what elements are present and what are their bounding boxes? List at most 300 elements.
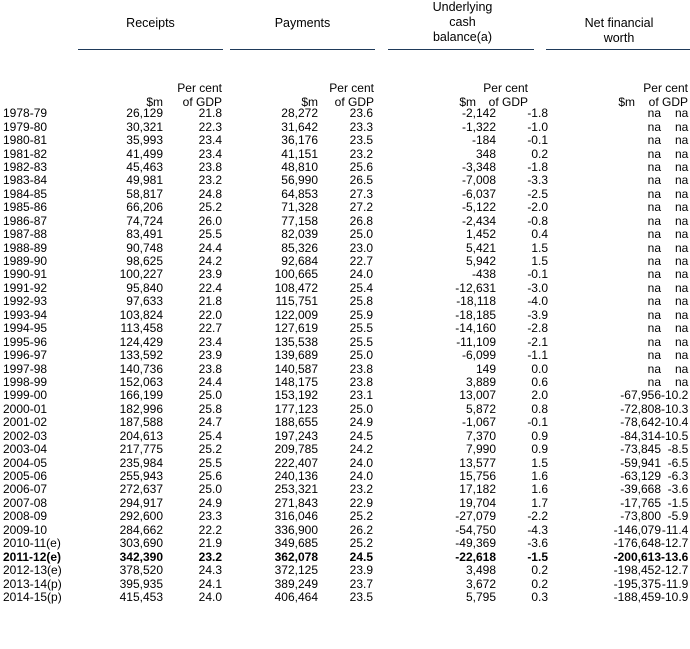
- cell-payments-pct-gdp: 24.0: [349, 455, 373, 470]
- cell-net-worth-m: na: [647, 374, 661, 389]
- subheader-payments-m: $m: [301, 95, 318, 109]
- cell-net-worth-m: na: [647, 348, 661, 363]
- cell-balance-m: -1,067: [461, 415, 496, 430]
- cell-payments-m: 41,151: [281, 146, 318, 161]
- cell-payments-pct-gdp: 23.3: [349, 119, 373, 134]
- cell-balance-pct-gdp: -3.6: [527, 536, 548, 551]
- cell-year: 1988-89: [3, 240, 48, 255]
- cell-receipts-m: 41,499: [126, 146, 163, 161]
- cell-net-worth-m: -176,648: [613, 536, 661, 551]
- cell-payments-m: 108,472: [274, 280, 318, 295]
- cell-receipts-m: 133,592: [119, 348, 163, 363]
- cell-receipts-m: 49,981: [126, 173, 163, 188]
- cell-payments-pct-gdp: 26.2: [349, 522, 373, 537]
- cell-net-worth-pct-gdp: -13.6: [661, 549, 689, 564]
- cell-receipts-m: 140,736: [119, 361, 163, 376]
- cell-net-worth-m: -78,642: [620, 415, 661, 430]
- cell-balance-m: 17,182: [459, 482, 496, 497]
- cell-payments-m: 82,039: [281, 227, 318, 242]
- table-row: [0, 161, 688, 174]
- cell-balance-m: -22,618: [455, 549, 496, 564]
- cell-balance-pct-gdp: -0.1: [527, 133, 548, 148]
- cell-receipts-pct-gdp: 22.3: [198, 119, 222, 134]
- table-row: [0, 268, 688, 281]
- cell-balance-m: 5,942: [465, 254, 496, 269]
- cell-balance-m: -2,434: [461, 213, 496, 228]
- cell-net-worth-pct-gdp: -6.3: [667, 469, 689, 484]
- cell-balance-pct-gdp: -3.9: [527, 307, 548, 322]
- cell-net-worth-pct-gdp: -10.4: [661, 415, 689, 430]
- cell-receipts-m: 255,943: [119, 469, 163, 484]
- table-row: [0, 228, 688, 241]
- cell-receipts-m: 182,996: [119, 401, 163, 416]
- cell-receipts-m: 45,463: [126, 159, 163, 174]
- cell-payments-pct-gdp: 24.0: [349, 267, 373, 282]
- cell-balance-pct-gdp: -0.1: [527, 267, 548, 282]
- cell-payments-pct-gdp: 26.5: [349, 173, 373, 188]
- cell-receipts-pct-gdp: 26.0: [198, 213, 222, 228]
- cell-balance-pct-gdp: 0.9: [531, 442, 548, 457]
- budget-aggregates-table: [0, 107, 688, 604]
- cell-balance-m: 348: [475, 146, 496, 161]
- cell-net-worth-pct-gdp: -10.3: [661, 401, 689, 416]
- subheader-receipts-pct: Per cent of GDP: [177, 81, 222, 109]
- table-row: [0, 295, 688, 308]
- cell-receipts-pct-gdp: 21.8: [198, 106, 222, 121]
- cell-payments-pct-gdp: 27.2: [349, 200, 373, 215]
- cell-year: 1989-90: [3, 254, 48, 269]
- table-row: [0, 537, 688, 550]
- cell-payments-m: 28,272: [281, 106, 318, 121]
- cell-receipts-m: 342,390: [119, 549, 163, 564]
- cell-year: 2001-02: [3, 415, 48, 430]
- cell-payments-pct-gdp: 24.9: [349, 415, 373, 430]
- cell-receipts-m: 66,206: [126, 200, 163, 215]
- cell-receipts-pct-gdp: 24.4: [198, 240, 222, 255]
- cell-receipts-m: 415,453: [119, 589, 163, 604]
- cell-net-worth-m: na: [647, 213, 661, 228]
- cell-balance-pct-gdp: -1.5: [527, 549, 548, 564]
- cell-balance-pct-gdp: 0.9: [531, 428, 548, 443]
- cell-receipts-pct-gdp: 25.2: [198, 200, 222, 215]
- cell-balance-pct-gdp: 0.0: [531, 361, 548, 376]
- cell-year: 1980-81: [3, 133, 48, 148]
- cell-balance-m: 7,370: [465, 428, 496, 443]
- cell-receipts-m: 113,458: [120, 321, 163, 336]
- cell-balance-pct-gdp: 0.4: [531, 227, 548, 242]
- cell-net-worth-m: na: [647, 361, 661, 376]
- cell-year: 2004-05: [3, 455, 48, 470]
- cell-receipts-m: 103,824: [119, 307, 163, 322]
- cell-net-worth-m: na: [647, 200, 661, 215]
- cell-net-worth-pct-gdp: -1.5: [667, 495, 689, 510]
- table-row: [0, 120, 688, 133]
- cell-balance-pct-gdp: 1.5: [531, 455, 548, 470]
- cell-payments-pct-gdp: 25.5: [349, 334, 373, 349]
- cell-year: 1992-93: [3, 294, 48, 309]
- cell-net-worth-pct-gdp: na: [675, 119, 689, 134]
- cell-balance-m: -6,037: [461, 186, 496, 201]
- cell-receipts-m: 35,993: [126, 133, 163, 148]
- cell-balance-m: -184: [471, 133, 496, 148]
- cell-net-worth-pct-gdp: -10.2: [661, 388, 689, 403]
- cell-payments-pct-gdp: 25.0: [349, 401, 373, 416]
- cell-balance-m: -1,322: [461, 119, 496, 134]
- cell-net-worth-m: -195,375: [613, 576, 661, 591]
- cell-year: 1996-97: [3, 348, 48, 363]
- cell-net-worth-pct-gdp: na: [675, 240, 689, 255]
- cell-balance-pct-gdp: 1.7: [531, 495, 548, 510]
- cell-net-worth-pct-gdp: -5.9: [667, 509, 689, 524]
- cell-payments-pct-gdp: 23.8: [349, 374, 373, 389]
- cell-balance-pct-gdp: -0.1: [527, 415, 548, 430]
- table-row: [0, 255, 688, 268]
- cell-year: 2003-04: [3, 442, 48, 457]
- cell-net-worth-pct-gdp: -10.9: [661, 589, 689, 604]
- cell-payments-m: 127,619: [274, 321, 318, 336]
- cell-net-worth-pct-gdp: na: [675, 307, 689, 322]
- cell-payments-m: 389,249: [274, 576, 318, 591]
- cell-receipts-m: 74,724: [126, 213, 163, 228]
- cell-payments-pct-gdp: 24.5: [349, 549, 373, 564]
- cell-balance-pct-gdp: -4.3: [527, 522, 548, 537]
- header-rule-payments: [230, 49, 375, 50]
- table-row: [0, 362, 688, 375]
- cell-payments-pct-gdp: 25.0: [349, 227, 373, 242]
- cell-year: 1993-94: [3, 307, 48, 322]
- cell-payments-pct-gdp: 23.5: [349, 133, 373, 148]
- cell-payments-m: 362,078: [274, 549, 318, 564]
- cell-net-worth-m: -84,314: [620, 428, 661, 443]
- cell-payments-pct-gdp: 23.2: [349, 482, 373, 497]
- cell-receipts-m: 30,321: [126, 119, 163, 134]
- cell-balance-m: -5,122: [461, 200, 496, 215]
- cell-balance-pct-gdp: -2.2: [527, 509, 548, 524]
- cell-payments-m: 316,046: [274, 509, 318, 524]
- cell-balance-pct-gdp: -2.0: [527, 200, 548, 215]
- cell-receipts-m: 217,775: [119, 442, 163, 457]
- cell-net-worth-pct-gdp: na: [675, 361, 689, 376]
- cell-net-worth-pct-gdp: na: [675, 173, 689, 188]
- cell-year: 1991-92: [3, 280, 48, 295]
- cell-balance-m: 3,672: [465, 576, 496, 591]
- cell-balance-pct-gdp: -0.8: [527, 213, 548, 228]
- cell-payments-pct-gdp: 25.2: [349, 536, 373, 551]
- cell-balance-m: 5,421: [465, 240, 496, 255]
- cell-receipts-m: 90,748: [126, 240, 163, 255]
- cell-net-worth-m: na: [647, 106, 661, 121]
- cell-net-worth-m: na: [647, 173, 661, 188]
- cell-balance-pct-gdp: 2.0: [531, 388, 548, 403]
- cell-receipts-pct-gdp: 23.3: [198, 509, 222, 524]
- cell-year: 1984-85: [3, 186, 48, 201]
- table-row: [0, 577, 688, 590]
- subheader-worth-m: $m: [618, 95, 635, 109]
- cell-year: 1987-88: [3, 227, 48, 242]
- cell-receipts-pct-gdp: 24.9: [198, 495, 222, 510]
- cell-payments-pct-gdp: 23.5: [349, 589, 373, 604]
- cell-balance-pct-gdp: 0.8: [531, 401, 548, 416]
- cell-receipts-m: 83,491: [126, 227, 163, 242]
- cell-payments-m: 253,321: [274, 482, 318, 497]
- cell-payments-pct-gdp: 23.1: [349, 388, 373, 403]
- cell-balance-m: 5,872: [465, 401, 496, 416]
- cell-receipts-m: 284,662: [119, 522, 163, 537]
- cell-receipts-pct-gdp: 25.5: [198, 227, 222, 242]
- cell-net-worth-pct-gdp: na: [675, 200, 689, 215]
- cell-payments-m: 56,990: [281, 173, 318, 188]
- cell-balance-pct-gdp: 0.3: [531, 589, 548, 604]
- cell-balance-m: -2,142: [461, 106, 496, 121]
- cell-receipts-m: 100,227: [119, 267, 163, 282]
- cell-year: 2002-03: [3, 428, 48, 443]
- cell-year: 2008-09: [3, 509, 48, 524]
- cell-receipts-pct-gdp: 22.2: [198, 522, 222, 537]
- cell-payments-pct-gdp: 23.7: [349, 576, 373, 591]
- table-row: [0, 510, 688, 523]
- cell-payments-pct-gdp: 22.9: [349, 495, 373, 510]
- cell-payments-pct-gdp: 25.0: [349, 348, 373, 363]
- cell-year: 2014-15(p): [3, 589, 62, 604]
- cell-payments-m: 153,192: [274, 388, 318, 403]
- subheader-worth-pct: Per cent of GDP: [643, 81, 688, 109]
- cell-balance-pct-gdp: -3.0: [527, 280, 548, 295]
- cell-receipts-m: 204,613: [119, 428, 163, 443]
- table-row: [0, 389, 688, 402]
- cell-net-worth-m: na: [647, 321, 661, 336]
- cell-net-worth-pct-gdp: na: [675, 267, 689, 282]
- header-underlying-cash-balance: Underlying cash balance(a): [432, 0, 493, 44]
- cell-receipts-pct-gdp: 23.4: [198, 146, 222, 161]
- cell-payments-pct-gdp: 25.8: [349, 294, 373, 309]
- cell-year: 2010-11(e): [3, 536, 61, 551]
- table-row: [0, 376, 688, 389]
- cell-net-worth-m: na: [647, 254, 661, 269]
- cell-year: 2013-14(p): [3, 576, 62, 591]
- cell-year: 1979-80: [3, 119, 48, 134]
- subheader-balance-pct: Per cent of GDP: [483, 81, 528, 109]
- cell-receipts-pct-gdp: 25.4: [198, 428, 222, 443]
- cell-net-worth-m: na: [647, 227, 661, 242]
- cell-balance-m: 7,990: [465, 442, 496, 457]
- header-rule-receipts: [78, 49, 223, 50]
- cell-receipts-pct-gdp: 23.8: [198, 361, 222, 376]
- table-row: [0, 322, 688, 335]
- cell-balance-pct-gdp: -2.8: [527, 321, 548, 336]
- cell-balance-m: 13,007: [459, 388, 496, 403]
- subheader-balance-m: $m: [459, 95, 476, 109]
- cell-year: 1981-82: [3, 146, 48, 161]
- table-row: [0, 564, 688, 577]
- cell-net-worth-pct-gdp: -12.7: [661, 563, 689, 578]
- subheader-receipts-m: $m: [146, 95, 163, 109]
- table-row: [0, 416, 688, 429]
- cell-year: 1983-84: [3, 173, 48, 188]
- cell-year: 2006-07: [3, 482, 48, 497]
- cell-payments-m: 115,751: [275, 294, 318, 309]
- cell-balance-pct-gdp: -1.0: [527, 119, 548, 134]
- cell-receipts-m: 303,690: [119, 536, 163, 551]
- cell-payments-pct-gdp: 23.2: [349, 146, 373, 161]
- cell-net-worth-m: -72,808: [620, 401, 661, 416]
- table-row: [0, 215, 688, 228]
- cell-receipts-pct-gdp: 25.2: [198, 442, 222, 457]
- cell-balance-pct-gdp: 0.2: [531, 563, 548, 578]
- cell-payments-m: 271,843: [274, 495, 318, 510]
- table-row: [0, 483, 688, 496]
- cell-balance-m: 1,452: [465, 227, 496, 242]
- cell-balance-m: -18,118: [456, 294, 496, 309]
- cell-receipts-pct-gdp: 24.2: [198, 254, 222, 269]
- cell-net-worth-m: -73,800: [620, 509, 661, 524]
- cell-year: 2011-12(e): [3, 549, 62, 564]
- cell-receipts-m: 187,588: [119, 415, 163, 430]
- cell-balance-pct-gdp: -2.5: [527, 186, 548, 201]
- cell-net-worth-m: -73,845: [620, 442, 661, 457]
- cell-balance-pct-gdp: 1.6: [531, 482, 548, 497]
- cell-net-worth-pct-gdp: na: [675, 334, 689, 349]
- table-row: [0, 591, 688, 604]
- cell-receipts-pct-gdp: 21.8: [198, 294, 222, 309]
- cell-net-worth-pct-gdp: -11.9: [661, 576, 689, 591]
- cell-payments-m: 406,464: [274, 589, 318, 604]
- cell-balance-m: 15,756: [459, 469, 496, 484]
- cell-net-worth-m: na: [647, 307, 661, 322]
- cell-receipts-pct-gdp: 24.3: [198, 563, 222, 578]
- cell-net-worth-pct-gdp: na: [675, 294, 689, 309]
- cell-year: 2005-06: [3, 469, 48, 484]
- cell-balance-m: -3,348: [461, 159, 496, 174]
- cell-balance-pct-gdp: -4.0: [527, 294, 548, 309]
- cell-balance-m: 3,889: [465, 374, 496, 389]
- cell-balance-m: -27,079: [455, 509, 496, 524]
- cell-net-worth-pct-gdp: na: [675, 374, 689, 389]
- cell-payments-m: 64,853: [281, 186, 318, 201]
- cell-payments-m: 122,009: [274, 307, 318, 322]
- cell-payments-m: 36,176: [281, 133, 318, 148]
- cell-receipts-pct-gdp: 25.0: [198, 482, 222, 497]
- cell-net-worth-m: na: [647, 119, 661, 134]
- cell-receipts-pct-gdp: 23.2: [198, 549, 222, 564]
- table-row: [0, 335, 688, 348]
- cell-balance-pct-gdp: -2.1: [527, 334, 548, 349]
- cell-net-worth-m: -59,941: [620, 455, 661, 470]
- cell-receipts-m: 58,817: [126, 186, 163, 201]
- cell-receipts-pct-gdp: 23.9: [198, 348, 222, 363]
- cell-payments-m: 139,689: [274, 348, 318, 363]
- cell-balance-pct-gdp: 0.2: [531, 146, 548, 161]
- header-net-financial-worth: Net financial worth: [584, 16, 654, 45]
- cell-payments-m: 77,158: [281, 213, 318, 228]
- cell-balance-m: -12,631: [455, 280, 496, 295]
- cell-payments-m: 85,326: [281, 240, 318, 255]
- cell-payments-pct-gdp: 27.3: [349, 186, 373, 201]
- cell-receipts-m: 294,917: [119, 495, 163, 510]
- cell-receipts-pct-gdp: 24.4: [198, 374, 222, 389]
- cell-payments-m: 372,125: [274, 563, 318, 578]
- cell-balance-pct-gdp: 1.6: [531, 469, 548, 484]
- cell-net-worth-m: na: [647, 280, 661, 295]
- cell-year: 2000-01: [3, 401, 48, 416]
- cell-payments-m: 148,175: [274, 374, 318, 389]
- cell-net-worth-m: -146,079: [613, 522, 661, 537]
- cell-net-worth-m: na: [647, 159, 661, 174]
- cell-receipts-pct-gdp: 24.1: [198, 576, 222, 591]
- cell-year: 2012-13(e): [3, 563, 62, 578]
- cell-balance-m: 5,795: [465, 589, 496, 604]
- cell-payments-pct-gdp: 22.7: [349, 254, 373, 269]
- cell-receipts-m: 292,600: [119, 509, 163, 524]
- cell-payments-pct-gdp: 23.6: [349, 106, 373, 121]
- cell-receipts-m: 272,637: [119, 482, 163, 497]
- cell-net-worth-m: na: [647, 186, 661, 201]
- cell-payments-pct-gdp: 25.5: [349, 321, 373, 336]
- cell-balance-pct-gdp: -1.8: [527, 106, 548, 121]
- cell-net-worth-pct-gdp: na: [675, 254, 689, 269]
- cell-net-worth-m: -200,613: [613, 549, 661, 564]
- cell-net-worth-pct-gdp: -6.5: [667, 455, 689, 470]
- table-row: [0, 349, 688, 362]
- cell-balance-m: -438: [471, 267, 496, 282]
- cell-receipts-pct-gdp: 25.0: [198, 388, 222, 403]
- cell-net-worth-m: na: [647, 146, 661, 161]
- cell-year: 1986-87: [3, 213, 48, 228]
- cell-year: 1985-86: [3, 200, 48, 215]
- cell-receipts-m: 97,633: [126, 294, 163, 309]
- cell-net-worth-m: na: [647, 294, 661, 309]
- cell-payments-pct-gdp: 25.6: [349, 159, 373, 174]
- cell-balance-m: 3,498: [465, 563, 496, 578]
- cell-balance-m: -54,750: [455, 522, 496, 537]
- cell-receipts-pct-gdp: 24.8: [198, 186, 222, 201]
- cell-payments-m: 349,685: [274, 536, 318, 551]
- cell-balance-pct-gdp: 0.6: [531, 374, 548, 389]
- cell-payments-pct-gdp: 23.8: [349, 361, 373, 376]
- cell-net-worth-pct-gdp: na: [675, 106, 689, 121]
- cell-receipts-m: 95,840: [126, 280, 163, 295]
- cell-payments-m: 240,136: [274, 469, 318, 484]
- cell-net-worth-pct-gdp: na: [675, 186, 689, 201]
- cell-year: 1994-95: [3, 321, 48, 336]
- cell-year: 2009-10: [3, 522, 48, 537]
- cell-receipts-pct-gdp: 21.9: [198, 536, 222, 551]
- cell-receipts-m: 378,520: [119, 563, 163, 578]
- header-rule-worth: [546, 49, 690, 50]
- cell-receipts-pct-gdp: 23.9: [198, 267, 222, 282]
- cell-balance-m: -7,008: [461, 173, 496, 188]
- cell-payments-pct-gdp: 23.9: [349, 563, 373, 578]
- cell-receipts-pct-gdp: 22.7: [198, 321, 222, 336]
- header-payments: Payments: [274, 16, 331, 30]
- cell-receipts-pct-gdp: 24.0: [198, 589, 222, 604]
- table-row: [0, 430, 688, 443]
- cell-receipts-pct-gdp: 23.4: [198, 334, 222, 349]
- table-row: [0, 403, 688, 416]
- cell-payments-m: 140,587: [274, 361, 318, 376]
- cell-net-worth-pct-gdp: na: [675, 227, 689, 242]
- cell-balance-m: -14,160: [455, 321, 496, 336]
- table-row: [0, 443, 688, 456]
- cell-payments-pct-gdp: 26.8: [349, 213, 373, 228]
- table-row: [0, 550, 688, 563]
- cell-payments-pct-gdp: 25.4: [349, 280, 373, 295]
- cell-receipts-pct-gdp: 22.0: [198, 307, 222, 322]
- table-row: [0, 147, 688, 160]
- cell-net-worth-pct-gdp: na: [675, 159, 689, 174]
- cell-balance-pct-gdp: -3.3: [527, 173, 548, 188]
- cell-balance-pct-gdp: 1.5: [531, 254, 548, 269]
- cell-receipts-m: 395,935: [119, 576, 163, 591]
